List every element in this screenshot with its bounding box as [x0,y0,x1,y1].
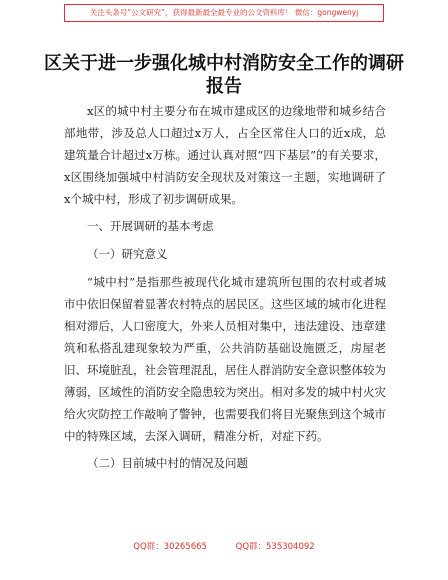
body-paragraph: “城中村”是指那些被现代化城市建筑所包围的农村或者城市中依旧保留着显著农村特点的居民区。这些区域的城市化进程相对滞后，人口密度大，外来人员相对集中，违法建设、违章建筑和私搭乱建现象较为严重，公共消防基础设施匮乏，房屋老旧、环境脏乱，社会管理混乱，居住人群消防安全意识整体较为薄弱，区域性的消防安全隐患较为突出。相对多发的城中村火灾给火灾防控工作敲响了警钟，也需要我们将目光聚焦到这个城市中的特殊区域，去深入调研，精准分析，对症下药。 [64,275,386,443]
document-body [64,100,386,480]
document-title: 区关于进一步强化城中村消防安全工作的调研报告 [44,53,404,97]
top-banner: 关注头条号“公文研究”，获得最新最全最专业的公文资料库！ 微信：gongwenyj [64,4,384,22]
subsection-heading-2: （二）目前城中村的情况及问题 [87,456,248,470]
subsection-heading-1: （一）研究意义 [87,247,168,261]
section-heading-1: 一、开展调研的基本考虑 [87,219,214,233]
footer-qq-group-1: QQ群：30265665 [133,542,207,552]
intro-paragraph: x区的城中村主要分布在城市建成区的边缘地带和城乡结合部地带，涉及总人口超过x万人，占全区常住人口的近x成，总建筑量合计超过x万栋。通过认真对照“四下基层”的有关要求，x区围绕加强城中村消防安全现状及对策这一主题，实地调研了x个城中村，形成了初步调研成果。 [64,104,386,206]
footer-qq-group-2: QQ群：535304092 [235,542,315,552]
footer [0,540,448,552]
